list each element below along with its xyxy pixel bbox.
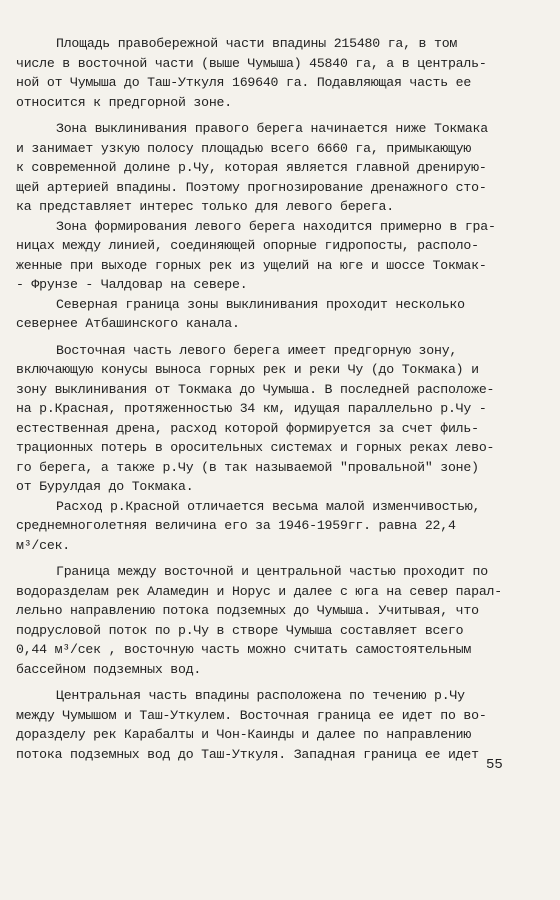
text-line: севернее Атбашинского канала. [16, 316, 240, 331]
text-line: естественная дрена, расход которой формируется за счет филь- [16, 420, 479, 436]
text-line: потока подземных вод до Таш-Уткуля. Западная граница ее идет [16, 746, 479, 762]
page-number: 55 [486, 757, 503, 773]
text-line: ной от Чумыша до Таш-Уткуля 169640 га. Подавляющая часть ее [16, 75, 472, 90]
text-line: Площадь правобережной части впадины 215480 га, в том [56, 36, 458, 51]
text-line: включающую конусы выноса горных рек и реки Чу (до Токмака) и [16, 362, 479, 377]
body-text [16, 34, 544, 764]
text-line: щей артерией впадины. Поэтому прогнозирование дренажного сто- [16, 179, 487, 195]
text-line: ницах между линией, соединяющей опорные гидропосты, располо- [16, 238, 479, 253]
text-line: Расход р.Красной отличается весьма малой изменчивостью, [56, 498, 481, 514]
text-line: и занимает узкую полосу площадью всего 6660 га, примыкающую [16, 140, 472, 156]
text-line: го берега, а также р.Чу (в так называемой "провальной" зоне) [16, 459, 479, 475]
text-line: Зона формирования левого берега находится примерно в гра- [56, 218, 496, 234]
text-line: числе в восточной части (выше Чумыша) 45840 га, а в централь- [16, 55, 487, 71]
text-line: Центральная часть впадины расположена по течению р.Чу [56, 688, 465, 703]
text-line: Зона выклинивания правого берега начинается ниже Токмака [56, 121, 488, 136]
text-line: зону выклинивания от Токмака до Чумыша. В последней расположе- [16, 381, 495, 397]
text-line: между Чумышом и Таш-Уткулем. Восточная граница ее идет по во- [16, 707, 487, 723]
text-line: Северная граница зоны выклинивания проходит несколько [56, 296, 465, 312]
text-line: бассейном подземных вод. [16, 661, 202, 677]
text-line: ка представляет интерес только для левого берега. [16, 199, 394, 214]
text-line: подрусловой поток по р.Чу в створе Чумыша составляет всего [16, 622, 464, 638]
text-line: трационных потерь в оросительных системах и горных реках лево- [16, 440, 495, 455]
text-line: - Фрунзе - Чалдовар на севере. [16, 277, 248, 292]
text-line: относится к предгорной зоне. [16, 94, 232, 110]
text-line: на р.Красная, протяженностью 34 км, идущая параллельно р.Чу - [16, 401, 487, 416]
text-line: доразделу рек Карабалты и Чон-Каинды и далее по направлению [16, 727, 472, 742]
text-line: м³/сек. [16, 537, 70, 553]
text-line: лельно направлению потока подземных до Чумыша. Учитывая, что [16, 603, 479, 618]
text-line: 0,44 м³/сек , восточную часть можно считать самостоятельным [16, 642, 472, 657]
text-line: Граница между восточной и центральной частью проходит по [56, 564, 488, 579]
text-line: женные при выходе горных рек из ущелий на юге и шоссе Токмак- [16, 257, 487, 273]
text-line: среднемноголетняя величина его за 1946-1959гг. равна 22,4 [16, 518, 456, 533]
text-line: водоразделам рек Аламедин и Норус и далее с юга на север парал- [16, 583, 502, 599]
text-line: к современной долине р.Чу, которая является главной дренирую- [16, 160, 487, 175]
text-line: Восточная часть левого берега имеет предгорную зону, [56, 342, 458, 358]
text-line: от Бурулдая до Токмака. [16, 479, 194, 494]
